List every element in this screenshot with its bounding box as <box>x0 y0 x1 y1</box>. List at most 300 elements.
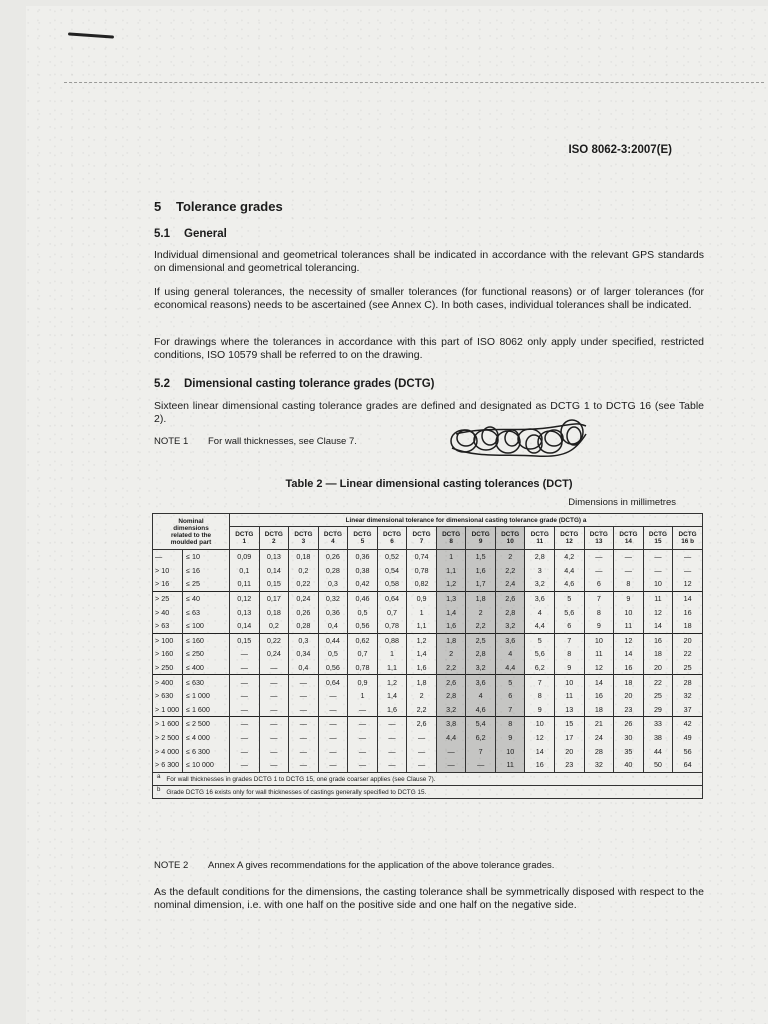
range-to: ≤ 630 <box>183 675 230 689</box>
tolerance-cell: 8 <box>495 717 525 731</box>
range-to: ≤ 40 <box>183 591 230 605</box>
dimensions-unit-note: Dimensions in millimetres <box>568 497 676 508</box>
tolerance-cell: 1,2 <box>407 633 437 647</box>
tolerance-cell: 1,6 <box>377 703 407 717</box>
tolerance-cell: 2,2 <box>407 703 437 717</box>
tolerance-cell: — <box>259 689 289 703</box>
tolerance-cell: 0,13 <box>259 550 289 564</box>
grade-number: 11 <box>536 538 544 545</box>
tolerance-cell: 2,2 <box>436 661 466 675</box>
tolerance-cell: 1,4 <box>377 689 407 703</box>
tolerance-cell: 0,17 <box>259 591 289 605</box>
range-to: ≤ 4 000 <box>183 731 230 745</box>
tolerance-cell: 0,5 <box>348 605 378 619</box>
tolerance-cell: 0,9 <box>407 591 437 605</box>
tolerance-cell: 0,44 <box>318 633 348 647</box>
tolerance-cell: 14 <box>673 591 703 605</box>
tolerance-cell: — <box>318 703 348 717</box>
scan-artifact-line <box>64 82 764 83</box>
tolerance-cell: 14 <box>584 675 614 689</box>
tolerance-cell: — <box>584 564 614 578</box>
tolerance-cell: 12 <box>584 661 614 675</box>
scanned-page <box>26 6 768 1024</box>
tolerance-cell: 0,58 <box>377 577 407 591</box>
tolerance-cell: — <box>230 647 260 661</box>
grade-number: 7 <box>419 538 424 545</box>
tolerance-cell: — <box>259 731 289 745</box>
tolerance-cell: — <box>289 758 319 772</box>
range-to: ≤ 1 600 <box>183 703 230 717</box>
tolerance-cell: 32 <box>584 758 614 772</box>
note-text: For wall thicknesses, see Clause 7. <box>208 436 357 447</box>
grade-header <box>466 527 496 550</box>
tolerance-cell: 10 <box>584 633 614 647</box>
footnote-mark: b <box>157 786 161 793</box>
tolerance-cell: 1,6 <box>466 564 496 578</box>
tolerance-cell: 16 <box>673 605 703 619</box>
note-2 <box>154 860 554 871</box>
range-from: > 2 500 <box>153 731 183 745</box>
tolerance-cell: 1,6 <box>407 661 437 675</box>
range-from: > 400 <box>153 675 183 689</box>
tolerance-cell: 1,5 <box>466 550 496 564</box>
tolerance-cell: 1,7 <box>466 577 496 591</box>
tolerance-cell: 2,8 <box>525 550 555 564</box>
range-from: > 10 <box>153 564 183 578</box>
range-to: ≤ 10 <box>183 550 230 564</box>
tolerance-cell: 7 <box>555 633 585 647</box>
tolerance-cell: — <box>259 758 289 772</box>
tolerance-cell: 0,36 <box>348 550 378 564</box>
grade-header <box>584 527 614 550</box>
footnote-row <box>153 785 703 798</box>
grade-header <box>436 527 466 550</box>
table-row <box>153 550 703 564</box>
table-footnotes <box>153 772 703 798</box>
grade-header <box>673 527 703 550</box>
tolerance-cell: 49 <box>673 731 703 745</box>
tolerance-cell: 1,4 <box>436 605 466 619</box>
range-to: ≤ 25 <box>183 577 230 591</box>
tolerance-cell: 7 <box>466 744 496 758</box>
table-row <box>153 605 703 619</box>
range-to: ≤ 1 000 <box>183 689 230 703</box>
tolerance-cell: 0,42 <box>348 577 378 591</box>
table-row <box>153 661 703 675</box>
handwritten-scribble <box>446 414 591 472</box>
tolerance-cell: 6 <box>555 619 585 633</box>
tolerance-cell: 0,14 <box>230 619 260 633</box>
tolerance-cell: 0,4 <box>318 619 348 633</box>
tolerance-cell: 30 <box>614 731 644 745</box>
tolerance-cell: 1,1 <box>407 619 437 633</box>
tolerance-cell: 0,3 <box>289 633 319 647</box>
grade-header-row <box>153 527 703 550</box>
range-to: ≤ 2 500 <box>183 717 230 731</box>
tolerance-cell: — <box>318 731 348 745</box>
range-to: ≤ 100 <box>183 619 230 633</box>
tolerance-cell: — <box>230 744 260 758</box>
tolerance-cell: 56 <box>673 744 703 758</box>
tolerance-cell: 25 <box>673 661 703 675</box>
subsection-number: 5.1 <box>154 228 170 240</box>
footnote-text: For wall thicknesses in grades DCTG 1 to DCTG 15, one grade coarser applies (see Clause 7). <box>166 776 436 784</box>
section-title: Tolerance grades <box>176 199 283 214</box>
tolerance-cell: 15 <box>555 717 585 731</box>
range-from: > 160 <box>153 647 183 661</box>
tolerance-cell: 12 <box>673 577 703 591</box>
tolerance-cell: 5,6 <box>555 605 585 619</box>
tolerance-cell: 40 <box>614 758 644 772</box>
tolerance-cell: 12 <box>643 605 673 619</box>
tolerance-cell: 16 <box>643 633 673 647</box>
tolerance-cell: 38 <box>643 731 673 745</box>
tolerance-cell: 16 <box>584 689 614 703</box>
tolerance-cell: 1,1 <box>436 564 466 578</box>
tolerance-cell: 0,26 <box>289 605 319 619</box>
tolerance-cell: 0,78 <box>407 564 437 578</box>
tolerance-cell: — <box>407 744 437 758</box>
range-from: > 40 <box>153 605 183 619</box>
tolerance-cell: 22 <box>643 675 673 689</box>
tolerance-cell: 0,74 <box>407 550 437 564</box>
tolerance-cell: 4,6 <box>555 577 585 591</box>
tolerance-cell: 7 <box>584 591 614 605</box>
tolerance-cell: 6 <box>584 577 614 591</box>
tolerance-cell: 8 <box>584 605 614 619</box>
tolerance-cell: 2 <box>436 647 466 661</box>
tolerance-cell: 0,2 <box>259 619 289 633</box>
subsection-title: Dimensional casting tolerance grades (DCTG) <box>184 378 435 390</box>
tolerance-cell: 1,4 <box>407 647 437 661</box>
paragraph-general-1: Individual dimensional and geometrical tolerances shall be indicated in accordance with the relevant GPS standards on dimensional and geometrical tolerancing. <box>154 249 704 274</box>
tolerance-cell: 10 <box>614 605 644 619</box>
tolerance-cell: 6 <box>495 689 525 703</box>
tolerance-cell: — <box>289 675 319 689</box>
grade-label: DCTG <box>294 531 313 538</box>
tolerance-cell: — <box>259 717 289 731</box>
table-row <box>153 564 703 578</box>
range-from: > 630 <box>153 689 183 703</box>
range-to: ≤ 16 <box>183 564 230 578</box>
tolerance-cell: 23 <box>614 703 644 717</box>
tolerance-cell: 28 <box>584 744 614 758</box>
tolerance-cell: 10 <box>643 577 673 591</box>
tolerance-cell: 0,52 <box>377 550 407 564</box>
tolerance-cell: — <box>289 717 319 731</box>
table-body <box>153 550 703 773</box>
closing-paragraph: As the default conditions for the dimensions, the casting tolerance shall be symmetrically disposed with respect to the nominal dimension, i.e. with one half on the positive side and one half on the negative side. <box>154 886 704 911</box>
tolerance-cell: 20 <box>614 689 644 703</box>
tolerance-cell: — <box>407 731 437 745</box>
tolerance-cell: — <box>348 703 378 717</box>
grade-label: DCTG <box>353 531 372 538</box>
tolerance-cell: 12 <box>614 633 644 647</box>
tolerance-cell: 3,2 <box>466 661 496 675</box>
standard-reference: ISO 8062-3:2007(E) <box>568 144 672 156</box>
tolerance-cell: 18 <box>643 647 673 661</box>
grade-number: 10 <box>506 538 514 545</box>
tolerance-cell: 0,12 <box>230 591 260 605</box>
tolerance-cell: 10 <box>525 717 555 731</box>
tolerance-cell: 14 <box>643 619 673 633</box>
tolerance-cell: 0,62 <box>348 633 378 647</box>
tolerance-cell: 2,6 <box>407 717 437 731</box>
table-row <box>153 744 703 758</box>
tolerance-cell: 1,6 <box>436 619 466 633</box>
tolerance-cell: — <box>230 689 260 703</box>
tolerance-cell: 1 <box>348 689 378 703</box>
table-row <box>153 675 703 689</box>
tolerance-cell: 11 <box>643 591 673 605</box>
tolerance-cell: — <box>643 564 673 578</box>
tolerance-cell: — <box>614 564 644 578</box>
tolerance-cell: 9 <box>555 661 585 675</box>
tolerance-cell: 37 <box>673 703 703 717</box>
tolerance-cell: 20 <box>673 633 703 647</box>
tolerance-cell: 11 <box>495 758 525 772</box>
tolerance-cell: — <box>230 661 260 675</box>
tolerance-cell: 0,7 <box>377 605 407 619</box>
tolerance-cell: 42 <box>673 717 703 731</box>
grade-label: DCTG <box>530 531 549 538</box>
tolerance-cell: 0,22 <box>259 633 289 647</box>
tolerance-cell: 0,38 <box>348 564 378 578</box>
table-row <box>153 731 703 745</box>
tolerance-cell: 14 <box>614 647 644 661</box>
range-from: > 63 <box>153 619 183 633</box>
table-row <box>153 717 703 731</box>
grade-number: 9 <box>478 538 483 545</box>
tolerance-cell: 0,15 <box>230 633 260 647</box>
grade-label: DCTG <box>501 531 520 538</box>
tolerance-cell: — <box>289 731 319 745</box>
note-label: NOTE 1 <box>154 436 189 447</box>
grade-label: DCTG <box>619 531 638 538</box>
tolerance-cell: 64 <box>673 758 703 772</box>
tolerance-cell: 7 <box>525 675 555 689</box>
tolerance-cell: 0,22 <box>289 577 319 591</box>
grade-number: 14 <box>624 538 632 545</box>
tolerance-cell: 2,8 <box>466 647 496 661</box>
tolerance-cell: — <box>259 703 289 717</box>
tolerance-cell: 1,3 <box>436 591 466 605</box>
tolerance-cell: 0,54 <box>377 564 407 578</box>
dct-tolerance-table <box>152 513 703 799</box>
tolerance-cell: — <box>230 717 260 731</box>
tolerance-cell: 0,26 <box>318 550 348 564</box>
tolerance-cell: 0,78 <box>348 661 378 675</box>
tolerance-cell: 1,2 <box>436 577 466 591</box>
tolerance-cell: — <box>230 758 260 772</box>
range-to: ≤ 10 000 <box>183 758 230 772</box>
range-from: > 16 <box>153 577 183 591</box>
tolerance-cell: 2,6 <box>436 675 466 689</box>
range-from: > 1 600 <box>153 717 183 731</box>
tolerance-cell: 0,5 <box>318 647 348 661</box>
range-to: ≤ 63 <box>183 605 230 619</box>
tolerance-cell: 0,36 <box>318 605 348 619</box>
grade-label: DCTG <box>560 531 579 538</box>
tolerance-cell: 4 <box>525 605 555 619</box>
tolerance-cell: 1 <box>436 550 466 564</box>
tolerance-cell: 0,88 <box>377 633 407 647</box>
paragraph-general-2: If using general tolerances, the necessity of smaller tolerances (for functional reasons) or of larger tolerances (for economical reasons) needs to be ascertained (see Annex C). In both cases, individual tolerances shall be indicated. <box>154 286 704 311</box>
tolerance-cell: 0,46 <box>348 591 378 605</box>
tolerance-cell: 4,4 <box>436 731 466 745</box>
tolerance-cell: 4,4 <box>495 661 525 675</box>
tolerance-cell: 18 <box>584 703 614 717</box>
tolerance-cell: 11 <box>555 689 585 703</box>
tolerance-cell: — <box>318 744 348 758</box>
table-row <box>153 619 703 633</box>
tolerance-cell: 4,2 <box>555 550 585 564</box>
tolerance-cell: 2,5 <box>466 633 496 647</box>
subsection-heading-dctg <box>154 378 435 390</box>
table-row <box>153 689 703 703</box>
tolerance-cell: 2 <box>495 550 525 564</box>
tolerance-cell: — <box>318 717 348 731</box>
grade-label: DCTG <box>471 531 490 538</box>
tolerance-cell: — <box>230 675 260 689</box>
range-to: ≤ 250 <box>183 647 230 661</box>
tolerance-cell: 3,2 <box>525 577 555 591</box>
tolerance-cell: 7 <box>495 703 525 717</box>
tolerance-cell: 18 <box>614 675 644 689</box>
grade-label: DCTG <box>264 531 283 538</box>
tolerance-cell: 0,24 <box>259 647 289 661</box>
tolerance-cell: 11 <box>584 647 614 661</box>
tolerance-cell: — <box>289 744 319 758</box>
table-row <box>153 703 703 717</box>
tolerance-cell: 0,7 <box>348 647 378 661</box>
grade-header <box>614 527 644 550</box>
tolerance-cell: 16 <box>525 758 555 772</box>
tolerance-cell: 3,6 <box>466 675 496 689</box>
range-from: > 100 <box>153 633 183 647</box>
tolerance-cell: 24 <box>584 731 614 745</box>
grade-header <box>495 527 525 550</box>
tolerance-cell: 23 <box>555 758 585 772</box>
tolerance-cell: 14 <box>525 744 555 758</box>
paragraph-general-3: For drawings where the tolerances in accordance with this part of ISO 8062 only apply under specified, restricted conditions, ISO 10579 shall be referred to on the drawing. <box>154 336 704 361</box>
tolerance-cell: 16 <box>614 661 644 675</box>
tolerance-cell: 0,09 <box>230 550 260 564</box>
tolerance-cell: 4,4 <box>525 619 555 633</box>
tolerance-cell: 13 <box>555 703 585 717</box>
tolerance-cell: 25 <box>643 689 673 703</box>
grade-header <box>525 527 555 550</box>
grade-number: 13 <box>595 538 603 545</box>
table-row <box>153 577 703 591</box>
tolerance-cell: 0,56 <box>348 619 378 633</box>
tolerance-cell: 0,78 <box>377 619 407 633</box>
tolerance-cell: 29 <box>643 703 673 717</box>
tolerance-cell: 35 <box>614 744 644 758</box>
grade-header <box>289 527 319 550</box>
table-caption: Table 2 — Linear dimensional casting tolerances (DCT) <box>285 478 573 490</box>
tolerance-cell: 3,2 <box>495 619 525 633</box>
tolerance-cell: 3 <box>525 564 555 578</box>
grade-label: DCTG <box>412 531 431 538</box>
grade-header <box>230 527 260 550</box>
tolerance-cell: 9 <box>584 619 614 633</box>
tolerance-cell: — <box>289 689 319 703</box>
grade-header <box>348 527 378 550</box>
nominal-dimension-header: Nominal dimensions related to the moulded part <box>153 514 230 550</box>
tolerance-cell: — <box>407 758 437 772</box>
tolerance-cell: — <box>673 564 703 578</box>
tolerance-cell: 1,2 <box>377 675 407 689</box>
grade-label: DCTG <box>323 531 342 538</box>
tolerance-cell: 22 <box>673 647 703 661</box>
table-row <box>153 647 703 661</box>
tolerance-cell: 0,2 <box>289 564 319 578</box>
subsection-heading-general <box>154 228 227 240</box>
tolerance-cell: — <box>318 758 348 772</box>
tolerance-cell: 2,6 <box>495 591 525 605</box>
tolerance-cell: 8 <box>555 647 585 661</box>
tolerance-cell: — <box>259 675 289 689</box>
tolerance-cell: 9 <box>525 703 555 717</box>
table-row <box>153 633 703 647</box>
grade-number: 16 b <box>681 538 694 545</box>
tolerance-cell: 1,8 <box>407 675 437 689</box>
tolerance-cell: 6,2 <box>525 661 555 675</box>
grade-number: 12 <box>565 538 573 545</box>
note-label: NOTE 2 <box>154 860 189 871</box>
grade-number: 15 <box>654 538 662 545</box>
tolerance-cell: 28 <box>673 675 703 689</box>
tolerance-cell: 21 <box>584 717 614 731</box>
tolerance-cell: 20 <box>555 744 585 758</box>
tolerance-cell: 10 <box>495 744 525 758</box>
tolerance-cell: — <box>377 744 407 758</box>
tolerance-cell: — <box>348 744 378 758</box>
tolerance-cell: — <box>348 717 378 731</box>
footnote <box>153 785 703 798</box>
grade-number: 1 <box>242 538 247 545</box>
section-heading <box>154 199 283 214</box>
tolerance-cell: 5 <box>555 591 585 605</box>
tolerance-cell: 5 <box>525 633 555 647</box>
grade-number: 3 <box>301 538 306 545</box>
tolerance-cell: 0,64 <box>318 675 348 689</box>
table-row <box>153 758 703 772</box>
grade-label: DCTG <box>648 531 667 538</box>
tolerance-cell: 11 <box>614 619 644 633</box>
footnote-mark: a <box>157 773 161 780</box>
range-to: ≤ 160 <box>183 633 230 647</box>
grade-header <box>318 527 348 550</box>
tolerance-cell: 5 <box>495 675 525 689</box>
grade-label: DCTG <box>589 531 608 538</box>
tolerance-cell: 0,14 <box>259 564 289 578</box>
tolerance-cell: — <box>466 758 496 772</box>
tolerance-cell: 50 <box>643 758 673 772</box>
range-from: > 1 000 <box>153 703 183 717</box>
tolerance-cell: 5,4 <box>466 717 496 731</box>
tolerance-cell: — <box>584 550 614 564</box>
grade-number: 6 <box>390 538 394 545</box>
tolerance-cell: — <box>230 703 260 717</box>
tolerance-cell: 4,4 <box>555 564 585 578</box>
tolerance-cell: 0,82 <box>407 577 437 591</box>
tolerance-cell: 0,9 <box>348 675 378 689</box>
tolerance-cell: 4 <box>466 689 496 703</box>
tolerance-cell: 3,6 <box>495 633 525 647</box>
tolerance-cell: 6,2 <box>466 731 496 745</box>
